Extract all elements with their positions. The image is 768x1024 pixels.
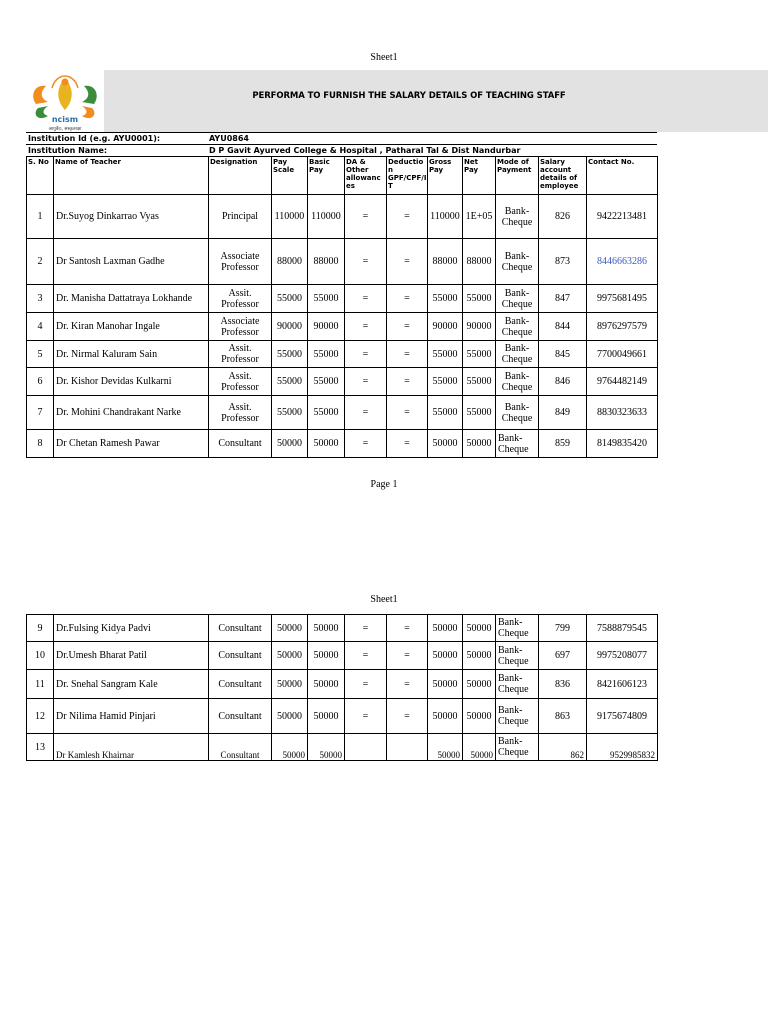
cell-da: = [345,670,387,699]
cell-deduction: = [387,642,428,670]
cell-da: = [345,430,387,458]
cell-gross-pay: 55000 [428,341,463,368]
table-row [27,285,658,313]
header-sno: S. No [27,157,54,195]
cell-mode: Bank-Cheque [496,670,539,699]
header-deduction: Deductio n GPF/CPF/I T [387,157,428,195]
cell-net-pay: 55000 [463,368,496,396]
cell-net-pay: 50000 [463,430,496,458]
cell-deduction: = [387,699,428,734]
cell-da [345,734,387,761]
cell-pay-scale: 50000 [272,699,308,734]
cell-name: Dr Nilima Hamid Pinjari [54,699,209,734]
institution-name-value: D P Gavit Ayurved College & Hospital , Patharal Tal & Dist Nandurbar [209,146,521,155]
cell-mode: Bank-Cheque [496,396,539,430]
cell-net-pay: 50000 [463,699,496,734]
header-name: Name of Teacher [54,157,209,195]
cell-contact-link[interactable]: 8446663286 [587,239,658,285]
cell-net-pay: 50000 [463,670,496,699]
banner-title: PERFORMA TO FURNISH THE SALARY DETAILS OF TEACHING STAFF [252,91,566,101]
table-row [27,341,658,368]
cell-basic-pay: 55000 [308,396,345,430]
cell-net-pay: 88000 [463,239,496,285]
header-gross-pay: Gross Pay [428,157,463,195]
cell-deduction: = [387,313,428,341]
cell-contact: 7700049661 [587,341,658,368]
cell-sno: 1 [27,195,54,239]
cell-contact: 9422213481 [587,195,658,239]
cell-name: Dr. Kishor Devidas Kulkarni [54,368,209,396]
cell-name: Dr.Suyog Dinkarrao Vyas [54,195,209,239]
cell-gross-pay: 50000 [428,699,463,734]
cell-designation: Consultant [209,430,272,458]
cell-contact: 8830323633 [587,396,658,430]
cell-designation: Consultant [209,699,272,734]
cell-net-pay: 50000 [463,734,496,761]
cell-mode: Bank-Cheque [496,615,539,642]
cell-sno: 4 [27,313,54,341]
cell-contact: 8421606123 [587,670,658,699]
cell-salary-account: 863 [539,699,587,734]
cell-pay-scale: 55000 [272,368,308,396]
cell-salary-account: 859 [539,430,587,458]
cell-pay-scale: 55000 [272,396,308,430]
cell-gross-pay: 88000 [428,239,463,285]
cell-basic-pay: 50000 [308,734,345,761]
table-header-row [27,157,658,195]
cell-sno: 9 [27,615,54,642]
cell-contact: 7588879545 [587,615,658,642]
cell-net-pay: 50000 [463,615,496,642]
cell-gross-pay: 90000 [428,313,463,341]
cell-pay-scale: 110000 [272,195,308,239]
cell-pay-scale: 90000 [272,313,308,341]
cell-pay-scale: 55000 [272,341,308,368]
institution-id-value: AYU0864 [209,134,249,143]
cell-basic-pay: 55000 [308,341,345,368]
cell-contact: 9764482149 [587,368,658,396]
cell-da: = [345,699,387,734]
cell-deduction: = [387,368,428,396]
cell-designation: Consultant [209,615,272,642]
cell-sno: 5 [27,341,54,368]
cell-sno: 11 [27,670,54,699]
cell-da: = [345,285,387,313]
cell-net-pay: 55000 [463,341,496,368]
cell-designation: Associate Professor [209,239,272,285]
header-da: DA & Other allowanc es [345,157,387,195]
table-row [27,195,658,239]
salary-table-page1 [26,156,658,458]
cell-basic-pay: 90000 [308,313,345,341]
ncism-logo-icon [26,70,104,132]
cell-basic-pay: 55000 [308,368,345,396]
cell-salary-account: 799 [539,615,587,642]
cell-pay-scale: 50000 [272,670,308,699]
cell-basic-pay: 88000 [308,239,345,285]
cell-name: Dr. Snehal Sangram Kale [54,670,209,699]
cell-designation: Consultant [209,642,272,670]
logo-text: ncism [51,115,79,124]
cell-gross-pay: 55000 [428,285,463,313]
cell-gross-pay: 50000 [428,642,463,670]
cell-pay-scale: 55000 [272,285,308,313]
cell-name: Dr.Fulsing Kidya Padvi [54,615,209,642]
cell-pay-scale: 88000 [272,239,308,285]
cell-mode: Bank-Cheque [496,642,539,670]
cell-salary-account: 697 [539,642,587,670]
cell-basic-pay: 50000 [308,642,345,670]
cell-sno: 6 [27,368,54,396]
cell-designation: Assit. Professor [209,285,272,313]
cell-deduction: = [387,285,428,313]
cell-sno: 13 [27,734,54,761]
header-contact: Contact No. [587,157,658,195]
cell-mode: Bank-Cheque [496,239,539,285]
cell-gross-pay: 110000 [428,195,463,239]
cell-basic-pay: 55000 [308,285,345,313]
cell-mode: Bank-Cheque [496,734,539,761]
sheet-title: Sheet1 [370,52,398,63]
cell-da: = [345,195,387,239]
logo-tagline: आयुर्वेदः, संस्कृतरक्षा [48,127,82,132]
cell-da: = [345,239,387,285]
cell-name: Dr. Nirmal Kaluram Sain [54,341,209,368]
page-number: Page 1 [370,479,398,490]
table-row [27,642,658,670]
cell-sno: 2 [27,239,54,285]
cell-da: = [345,368,387,396]
table-row [27,670,658,699]
cell-sno: 12 [27,699,54,734]
header-net-pay: Net Pay [463,157,496,195]
cell-sno: 7 [27,396,54,430]
cell-net-pay: 90000 [463,313,496,341]
cell-salary-account: 826 [539,195,587,239]
header-pay-scale: Pay Scale [272,157,308,195]
cell-basic-pay: 50000 [308,615,345,642]
cell-name: Dr. Mohini Chandrakant Narke [54,396,209,430]
institution-name-row [26,144,657,156]
cell-basic-pay: 50000 [308,699,345,734]
cell-mode: Bank-Cheque [496,313,539,341]
table-row [27,239,658,285]
table-row [27,734,658,761]
cell-sno: 3 [27,285,54,313]
cell-salary-account: 845 [539,341,587,368]
cell-designation: Assit. Professor [209,396,272,430]
header-designation: Designation [209,157,272,195]
cell-deduction: = [387,670,428,699]
cell-gross-pay: 55000 [428,396,463,430]
cell-da: = [345,615,387,642]
cell-salary-account: 849 [539,396,587,430]
cell-salary-account: 847 [539,285,587,313]
cell-name: Dr Chetan Ramesh Pawar [54,430,209,458]
cell-name: Dr Santosh Laxman Gadhe [54,239,209,285]
cell-mode: Bank-Cheque [496,195,539,239]
cell-mode: Bank-Cheque [496,699,539,734]
cell-deduction: = [387,396,428,430]
salary-table-page2 [26,614,658,761]
cell-da: = [345,341,387,368]
cell-mode: Bank-Cheque [496,368,539,396]
institution-name-label: Institution Name: [28,146,108,155]
cell-gross-pay: 55000 [428,368,463,396]
sheet-title-page2: Sheet1 [370,594,398,605]
cell-mode: Bank-Cheque [496,285,539,313]
cell-salary-account: 844 [539,313,587,341]
cell-pay-scale: 50000 [272,642,308,670]
cell-contact: 8149835420 [587,430,658,458]
cell-net-pay: 1E+05 [463,195,496,239]
table-row [27,313,658,341]
cell-pay-scale: 50000 [272,734,308,761]
table-row [27,396,658,430]
cell-gross-pay: 50000 [428,734,463,761]
header-salary-account: Salary account details of employee [539,157,587,195]
table-row [27,699,658,734]
header-basic-pay: Basic Pay [308,157,345,195]
cell-da: = [345,313,387,341]
cell-deduction: = [387,430,428,458]
cell-contact: 9975681495 [587,285,658,313]
cell-pay-scale: 50000 [272,430,308,458]
cell-gross-pay: 50000 [428,670,463,699]
cell-sno: 8 [27,430,54,458]
cell-designation: Consultant [209,734,272,761]
cell-da: = [345,396,387,430]
cell-contact: 9175674809 [587,699,658,734]
table-row [27,368,658,396]
cell-gross-pay: 50000 [428,430,463,458]
cell-deduction: = [387,195,428,239]
table-row [27,615,658,642]
cell-gross-pay: 50000 [428,615,463,642]
cell-name: Dr. Manisha Dattatraya Lokhande [54,285,209,313]
cell-designation: Assit. Professor [209,341,272,368]
cell-deduction: = [387,239,428,285]
cell-basic-pay: 110000 [308,195,345,239]
cell-designation: Assit. Professor [209,368,272,396]
cell-name: Dr Kamlesh Khairnar [54,734,209,761]
cell-net-pay: 55000 [463,396,496,430]
cell-pay-scale: 50000 [272,615,308,642]
cell-contact: 8976297579 [587,313,658,341]
cell-salary-account: 862 [539,734,587,761]
cell-designation: Associate Professor [209,313,272,341]
cell-sno: 10 [27,642,54,670]
cell-mode: Bank-Cheque [496,430,539,458]
cell-name: Dr.Umesh Bharat Patil [54,642,209,670]
cell-name: Dr. Kiran Manohar Ingale [54,313,209,341]
cell-salary-account: 846 [539,368,587,396]
cell-basic-pay: 50000 [308,430,345,458]
cell-salary-account: 873 [539,239,587,285]
institution-id-label: Institution Id (e.g. AYU0001): [28,134,161,143]
table-row [27,430,658,458]
logo-area [26,70,104,132]
cell-mode: Bank-Cheque [496,341,539,368]
cell-deduction: = [387,341,428,368]
cell-net-pay: 50000 [463,642,496,670]
cell-salary-account: 836 [539,670,587,699]
cell-designation: Principal [209,195,272,239]
cell-deduction: = [387,615,428,642]
cell-da: = [345,642,387,670]
cell-deduction [387,734,428,761]
header-mode: Mode of Payment [496,157,539,195]
cell-contact: 9975208077 [587,642,658,670]
cell-basic-pay: 50000 [308,670,345,699]
cell-net-pay: 55000 [463,285,496,313]
cell-designation: Consultant [209,670,272,699]
institution-id-row [26,132,657,144]
cell-contact: 9529985832 [587,734,658,761]
